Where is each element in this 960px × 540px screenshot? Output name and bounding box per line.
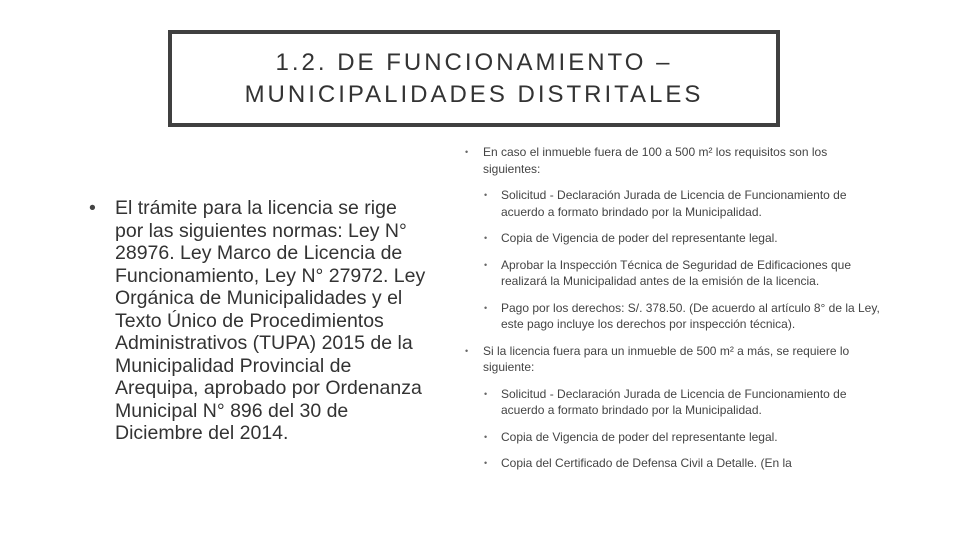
- list-item: [484, 257, 885, 290]
- legal-basis-text: El trámite para la licencia se rige por las siguientes normas: Ley N° 28976. Ley Marco de Licencia de Funcionamiento, Ley N° 27972. Ley Orgánica de Municipalidades y el Texto Único de Procedimientos Administrativos (TUPA) 2015 de la Municipalidad Provincial de Arequipa, aprobado por Ordenanza Municipal N° 896 del 30 de Diciembre del 2014.: [115, 197, 426, 444]
- list-item: [484, 386, 885, 419]
- bullet-icon: •: [484, 259, 488, 270]
- left-bullet: [89, 197, 429, 445]
- list-item: [484, 187, 885, 220]
- requirement-text: Solicitud - Declaración Jurada de Licencia de Funcionamiento de acuerdo a formato brindado por la Municipalidad.: [501, 386, 847, 417]
- requirement-text: Solicitud - Declaración Jurada de Licencia de Funcionamiento de acuerdo a formato brindado por la Municipalidad.: [501, 188, 847, 219]
- slide-title-line-2: MUNICIPALIDADES DISTRITALES: [244, 80, 704, 108]
- title-box: [168, 30, 780, 127]
- case1-text: En caso el inmueble fuera de 100 a 500 m² los requisitos son los siguientes:: [483, 145, 828, 176]
- right-column: [465, 144, 885, 482]
- list-item: [484, 455, 885, 472]
- list-item: [484, 230, 885, 247]
- list-item: [484, 300, 885, 333]
- bullet-icon: •: [484, 388, 488, 399]
- requirement-text: Pago por los derechos: S/. 378.50. (De acuerdo al artículo 8° de la Ley, este pago incluye los derechos por inspección técnica).: [501, 300, 880, 331]
- slide-title-line-1: 1.2. DE FUNCIONAMIENTO –: [275, 48, 673, 76]
- requirement-text: Copia del Certificado de Defensa Civil a Detalle. (En la: [501, 456, 792, 470]
- case1-bullet: [465, 144, 885, 177]
- bullet-icon: •: [484, 233, 488, 243]
- bullet-icon: •: [89, 197, 96, 219]
- bullet-icon: •: [484, 458, 488, 468]
- bullet-icon: •: [484, 431, 488, 442]
- requirement-text: Aprobar la Inspección Técnica de Seguridad de Edificaciones que realizará la Municipalidad antes de la emisión de la licencia.: [501, 257, 852, 288]
- bullet-icon: •: [465, 147, 469, 157]
- case2-bullet: [465, 343, 885, 376]
- requirement-text: Copia de Vigencia de poder del representante legal.: [501, 429, 778, 444]
- bullet-icon: •: [465, 345, 469, 356]
- left-column: [89, 197, 429, 445]
- bullet-icon: •: [484, 190, 488, 200]
- slide-title: [245, 47, 704, 111]
- requirement-text: Copia de Vigencia de poder del representante legal.: [501, 231, 778, 245]
- case2-text: Si la licencia fuera para un inmueble de 500 m² a más, se requiere lo siguiente:: [483, 343, 850, 374]
- list-item: [484, 429, 885, 446]
- bullet-icon: •: [484, 302, 488, 313]
